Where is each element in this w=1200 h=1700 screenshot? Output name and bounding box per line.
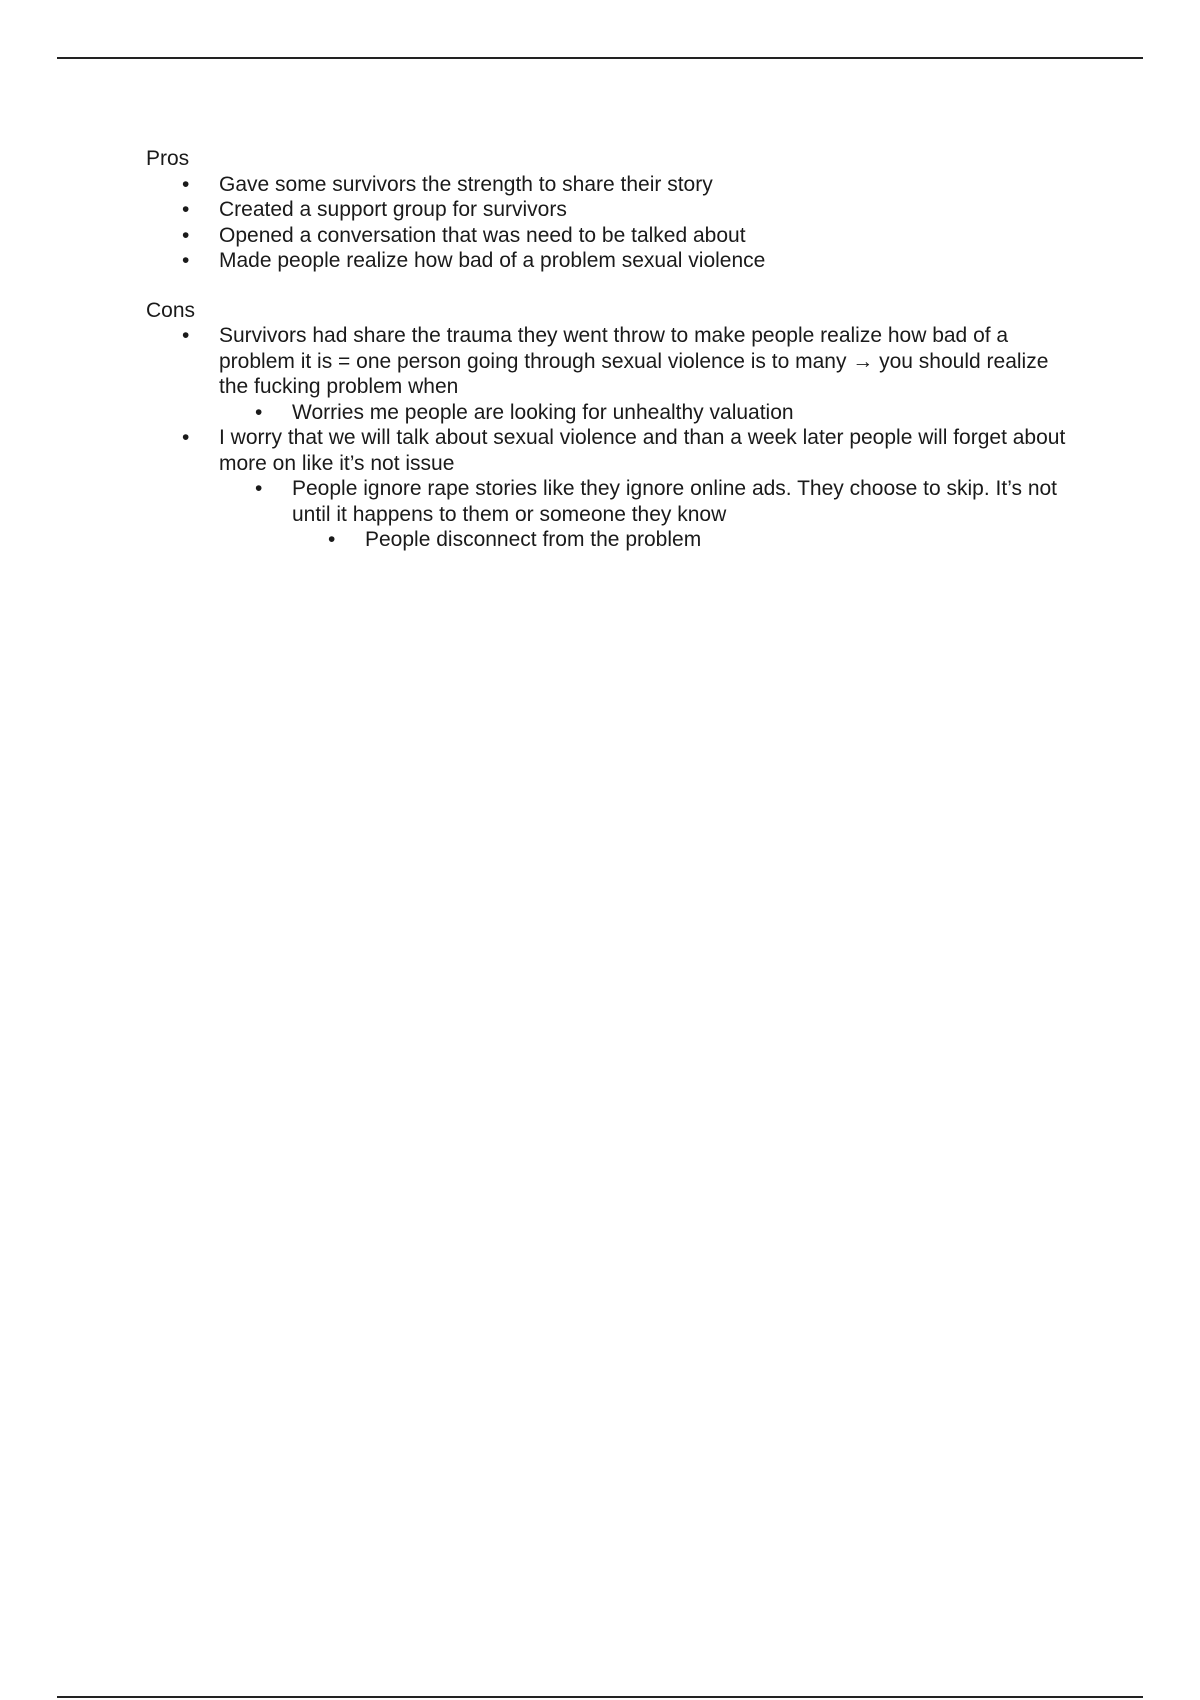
list-item-text: I worry that we will talk about sexual violence and than a week later people will forget about more on like it’s not issue [219,426,1066,475]
cons-section [146,298,1066,553]
pros-list [146,172,1066,274]
sub-list-item [219,476,1066,553]
list-item [146,425,1066,553]
cons-list [146,323,1066,553]
list-item: • Made people realize how bad of a problem sexual violence [146,248,1066,274]
document-body [146,146,1066,553]
pros-section [146,146,1066,274]
sub-list-item-text: People ignore rape stories like they ignore online ads. They choose to skip. It’s not until it happens to them or someone they know [292,477,1058,526]
list-item: • Created a support group for survivors [146,197,1066,223]
header-rule [57,57,1143,59]
sub-list-item: • Worries me people are looking for unhealthy valuation [219,400,1066,426]
sub-sub-list [292,527,1066,553]
footer-rule [57,1696,1143,1698]
list-item [146,323,1066,425]
list-item: • Gave some survivors the strength to share their story [146,172,1066,198]
sub-list [219,400,1066,426]
list-item: • Opened a conversation that was need to be talked about [146,223,1066,249]
list-item-text: Survivors had share the trauma they went throw to make people realize how bad of a problem it is = one person going through sexual violence is to many → you should realize the fucking problem when [219,324,1049,398]
sub-sub-list-item: • People disconnect from the problem [292,527,1066,553]
pros-heading: Pros [146,147,190,170]
sub-list [219,476,1066,553]
cons-heading: Cons [146,298,196,322]
